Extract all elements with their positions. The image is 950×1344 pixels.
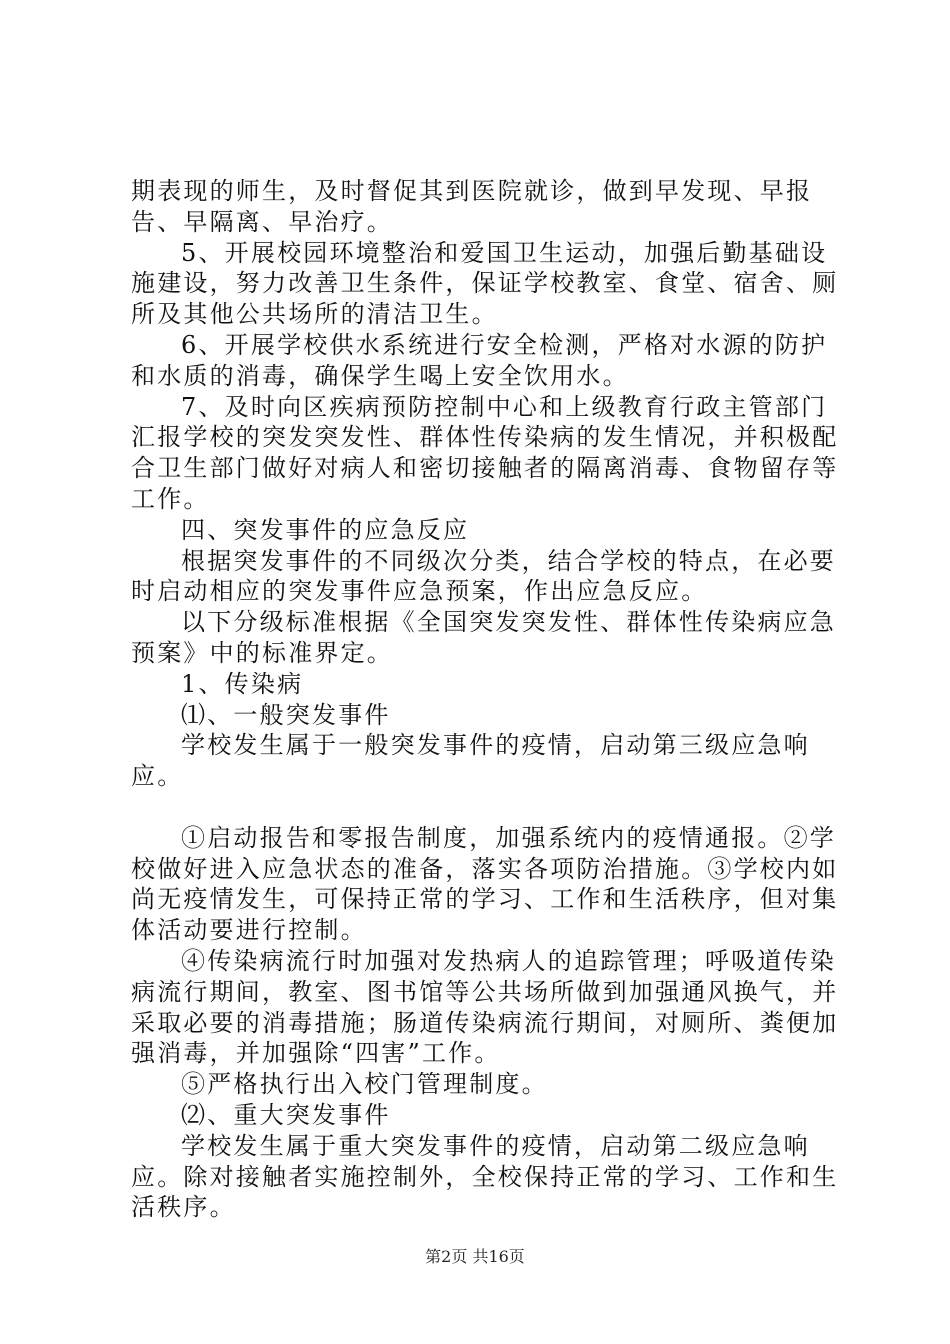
paragraph: 5、开展校园环境整治和爱国卫生运动，加强后勤基础设施建设，努力改善卫生条件，保证学校教室、食堂、宿舍、厕所及其他公共场所的清洁卫生。 (131, 238, 839, 329)
paragraph: 6、开展学校供水系统进行安全检测，严格对水源的防护和水质的消毒，确保学生喝上安全饮用水。 (131, 330, 828, 390)
paragraph: 根据突发事件的不同级次分类，结合学校的特点，在必要时启动相应的突发事件应急预案，作出应急反应。 (131, 546, 836, 606)
paragraph: ⑵、重大突发事件 (181, 1100, 391, 1129)
page-footer: 第2页 共16页 (425, 1247, 525, 1266)
paragraph: 7、及时向区疾病预防控制中心和上级教育行政主管部门汇报学校的突发突发性、群体性传染病的发生情况，并积极配合卫生部门做好对病人和密切接触者的隔离消毒、食物留存等工作。 (131, 392, 839, 513)
paragraph: ⑤严格执行出入校门管理制度。 (181, 1070, 548, 1099)
paragraph: 学校发生属于重大突发事件的疫情，启动第二级应急响应。除对接触者实施控制外，全校保持正常的学习、工作和生活秩序。 (131, 1131, 839, 1222)
paragraph: ⑴、一般突发事件 (181, 700, 391, 729)
document-body (131, 176, 841, 1223)
paragraph: ①启动报告和零报告制度，加强系统内的疫情通报。②学校做好进入应急状态的准备，落实各项防治措施。③学校内如尚无疫情发生，可保持正常的学习、工作和生活秩序，但对集体活动要进行控制。 (131, 823, 839, 945)
paragraph: 四、突发事件的应急反应 (181, 515, 470, 544)
paragraph: 学校发生属于一般突发事件的疫情，启动第三级应急响应。 (131, 731, 810, 791)
paragraph: ④传染病流行时加强对发热病人的追踪管理；呼吸道传染病流行期间，教室、图书馆等公共场所做到加强通风换气，并采取必要的消毒措施；肠道传染病流行期间，对厕所、粪便加强消毒，并加强除“四害”工作。 (131, 946, 839, 1068)
paragraph (131, 792, 841, 823)
paragraph: 期表现的师生，及时督促其到医院就诊，做到早发现、早报告、早隔离、早治疗。 (131, 177, 813, 236)
paragraph: 1、传染病 (181, 669, 304, 698)
paragraph: 以下分级标准根据《全国突发突发性、群体性传染病应急预案》中的标准界定。 (131, 608, 836, 667)
